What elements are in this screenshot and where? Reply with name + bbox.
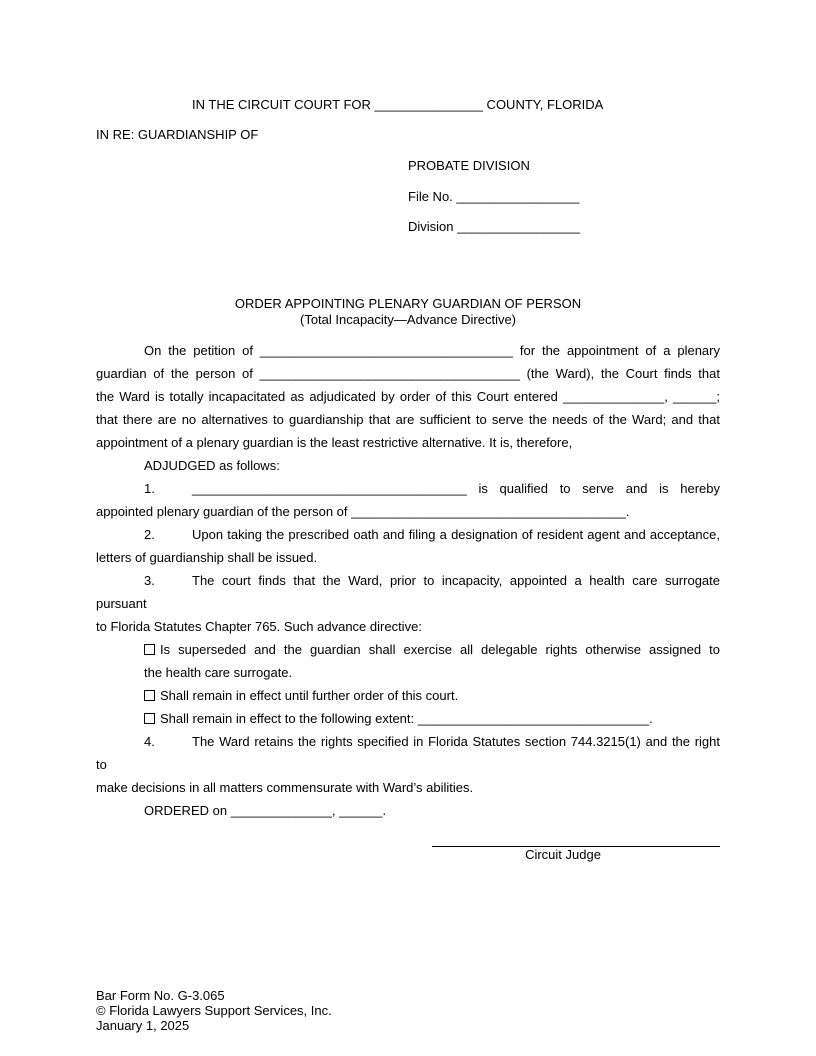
division-field: Division _________________ xyxy=(408,219,581,234)
item-4-line-2: make decisions in all matters commensurate with Ward’s abilities. xyxy=(96,780,474,795)
court-caption: IN THE CIRCUIT COURT FOR _______________ COUNTY, FLORIDA xyxy=(192,97,604,112)
order-body xyxy=(96,339,720,822)
petition-line-5: appointment of a plenary guardian is the least restrictive alternative. It is, therefore, xyxy=(96,435,573,450)
form-number: Bar Form No. G-3.065 xyxy=(96,988,225,1003)
petition-line-2: guardian of the person of ____________________________________ (the Ward), the Court finds that xyxy=(96,366,720,381)
remain-until-order-checkbox[interactable] xyxy=(144,690,155,701)
item-3-number: 3. xyxy=(144,573,155,588)
form-date: January 1, 2025 xyxy=(96,1018,190,1033)
remain-to-extent-checkbox[interactable] xyxy=(144,713,155,724)
option-remain-until-order xyxy=(96,684,720,707)
option-remain-to-extent-label: Shall remain in effect to the following extent: ________________________________. xyxy=(160,711,653,726)
option-remain-until-order-label: Shall remain in effect until further order of this court. xyxy=(160,688,459,703)
item-4-line-1: The Ward retains the rights specified in Florida Statutes section 744.3215(1) and the right to xyxy=(96,734,720,772)
item-1-line-1: ______________________________________ is qualified to serve and is hereby xyxy=(192,481,720,496)
copyright-notice: © Florida Lawyers Support Services, Inc. xyxy=(96,1003,332,1018)
file-number-field: File No. _________________ xyxy=(408,189,580,204)
document-title: ORDER APPOINTING PLENARY GUARDIAN OF PERSON xyxy=(234,296,582,311)
in-re-line: IN RE: GUARDIANSHIP OF xyxy=(96,127,259,142)
option-superseded-line-2: the health care surrogate. xyxy=(144,665,293,680)
item-4-number: 4. xyxy=(144,734,155,749)
document-subtitle: (Total Incapacity—Advance Directive) xyxy=(299,312,517,327)
item-1-line-2: appointed plenary guardian of the person of ______________________________________. xyxy=(96,504,630,519)
item-2-number: 2. xyxy=(144,527,155,542)
item-1-number: 1. xyxy=(144,481,155,496)
signature-label: Circuit Judge xyxy=(525,847,601,862)
adjudged-heading: ADJUDGED as follows: xyxy=(144,458,280,473)
division-name: PROBATE DIVISION xyxy=(408,158,530,173)
petition-line-4: that there are no alternatives to guardianship that are sufficient to serve the needs of the Ward; and that xyxy=(96,412,720,427)
superseded-checkbox[interactable] xyxy=(144,644,155,655)
option-superseded xyxy=(96,638,720,661)
ordered-date-line: ORDERED on ______________, ______. xyxy=(144,803,387,818)
item-2-line-2: letters of guardianship shall be issued. xyxy=(96,550,318,565)
item-3-line-2: to Florida Statutes Chapter 765. Such advance directive: xyxy=(96,619,422,634)
item-2-line-1: Upon taking the prescribed oath and filing a designation of resident agent and acceptance, xyxy=(192,527,720,542)
petition-line-1: On the petition of ___________________________________ for the appointment of a plenary xyxy=(144,343,720,358)
petition-line-3: the Ward is totally incapacitated as adjudicated by order of this Court entered ______________, ______; xyxy=(96,389,720,404)
option-remain-to-extent xyxy=(96,707,720,730)
item-3-line-1: The court finds that the Ward, prior to incapacity, appointed a health care surrogate pursuant xyxy=(96,573,720,611)
option-superseded-line-1: Is superseded and the guardian shall exercise all delegable rights otherwise assigned to xyxy=(160,642,720,657)
